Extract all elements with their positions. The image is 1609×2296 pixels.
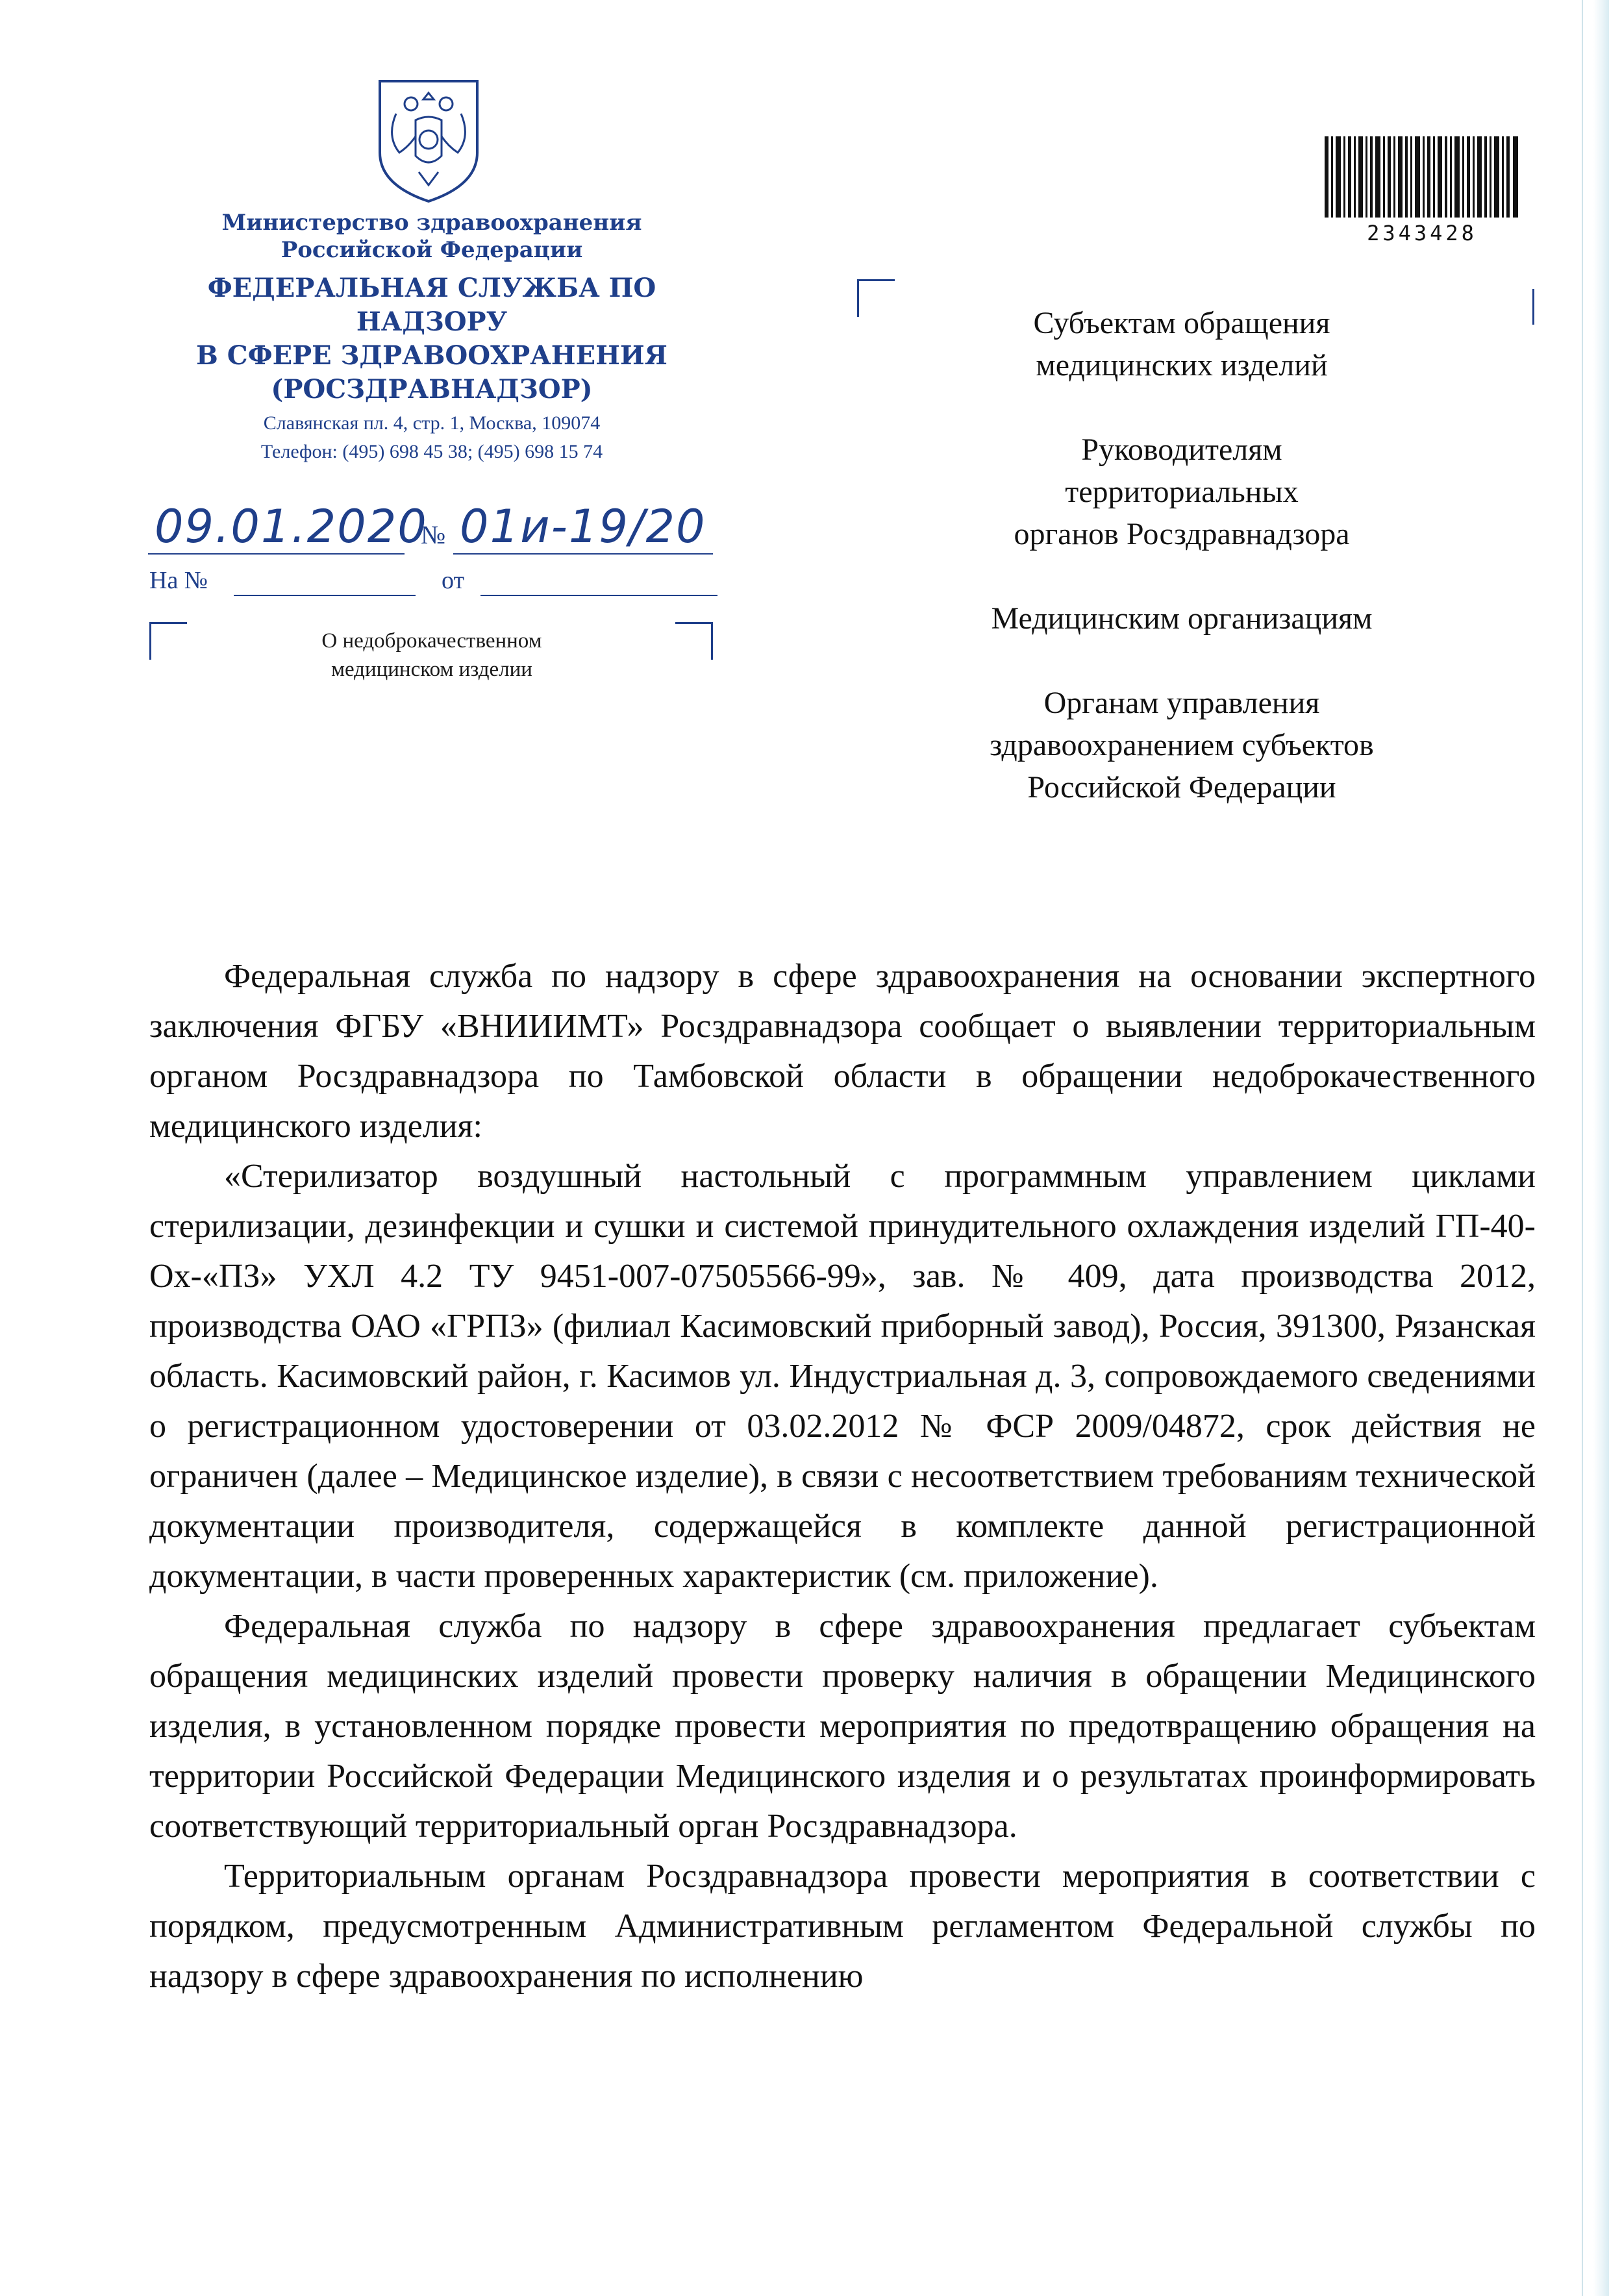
coat-of-arms-icon (373, 75, 484, 205)
number-sign: № (421, 520, 446, 549)
subject-line-2: медицинском изделии (331, 658, 532, 681)
address-line: Славянская пл. 4, стр. 1, Москва, 109074 (263, 412, 601, 434)
ref-number-label: На № (149, 567, 208, 594)
barcode-number: 2343428 (1367, 221, 1477, 245)
barcode (1325, 136, 1519, 218)
body-paragraph-4: Территориальным органам Росздравнадзора провести мероприятия в соответствии с порядком, предусмотренным Административным регламентом Федеральной службы по надзору в сфере здравоохранения по исполнению (149, 1858, 1536, 1995)
registration-number: 01и-19/20 (460, 500, 706, 553)
address-block (149, 409, 714, 466)
ministry-line-1: Министерство здравоохранения (221, 210, 642, 236)
page-edge-line (1582, 0, 1583, 2296)
body-paragraph-3: Федеральная служба по надзору в сфере здравоохранения предлагает субъектам обращения медицинских изделий провести проверку наличия в обращении Медицинского изделия, в установленном порядке провести мероприятия по предотвращению обращения на территории Российской Федерации Медицинского изделия и о результатах проинформировать соответствующий территориальный орган Росздравнадзора. (149, 1608, 1536, 1845)
addressee-3: Медицинским организациям (991, 601, 1373, 636)
addressee-bracket-left (857, 279, 895, 317)
phone-line: Телефон: (495) 698 45 38; (495) 698 15 74 (260, 441, 603, 462)
addressee-4: Органам управления здравоохранением субъектов Российской Федерации (990, 686, 1374, 805)
service-line-1: ФЕДЕРАЛЬНАЯ СЛУЖБА ПО НАДЗОРУ (207, 273, 656, 337)
service-name (149, 271, 714, 406)
addressee-2: Руководителям территориальных органов Росздравнадзора (1014, 432, 1350, 551)
registration-line (148, 500, 732, 565)
addressees (922, 302, 1441, 851)
addressee-1: Субъектам обращения медицинских изделий (1033, 306, 1330, 382)
registration-date: 09.01.2020 (155, 500, 428, 553)
ministry-name (149, 209, 714, 264)
addressee-bracket-right (1532, 289, 1534, 325)
ministry-line-2: Российской Федерации (281, 237, 583, 263)
page-edge-shadow (1593, 0, 1609, 2296)
subject (149, 627, 714, 684)
service-line-3: (РОСЗДРАВНАДЗОР) (271, 374, 593, 405)
letter-body (149, 951, 1536, 2001)
ref-from-label: от (442, 567, 465, 594)
date-underline (148, 553, 405, 555)
subject-line-1: О недоброкачественном (321, 629, 542, 653)
body-paragraph-1: Федеральная служба по надзору в сфере здравоохранения на основании экспертного заключения ФГБУ «ВНИИИМТ» Росздравнадзора сообщает о выявлении территориальным органом Росздравнадзора по Тамбовской области в обращении недоброкачественного медицинского изделия: (149, 958, 1536, 1145)
reference-line (149, 566, 721, 599)
body-paragraph-2: «Стерилизатор воздушный настольный с программным управлением циклами стерилизации, дезинфекции и сушки и системой принудительного охлаждения изделий ГП-40-Ох-«ПЗ» УХЛ 4.2 ТУ 9451-007-07505566-99», зав. № 409, дата производства 2012, производства ОАО «ГРПЗ» (филиал Касимовский приборный завод), Россия, 391300, Рязанская область. Касимовский район, г. Касимов ул. Индустриальная д. 3, сопровождаемого сведениями о регистрационном удостоверении от 03.02.2012 № ФСР 2009/04872, срок действия не ограничен (далее – Медицинское изделие), в связи с несоответствием требованиям технической документации производителя, содержащейся в комплекте данной регистрационной документации, в части проверенных характеристик (см. приложение). (149, 1158, 1536, 1595)
number-underline (453, 553, 713, 555)
ref-number-field (234, 595, 416, 596)
ref-date-field (480, 595, 717, 596)
service-line-2: В СФЕРЕ ЗДРАВООХРАНЕНИЯ (196, 340, 667, 371)
